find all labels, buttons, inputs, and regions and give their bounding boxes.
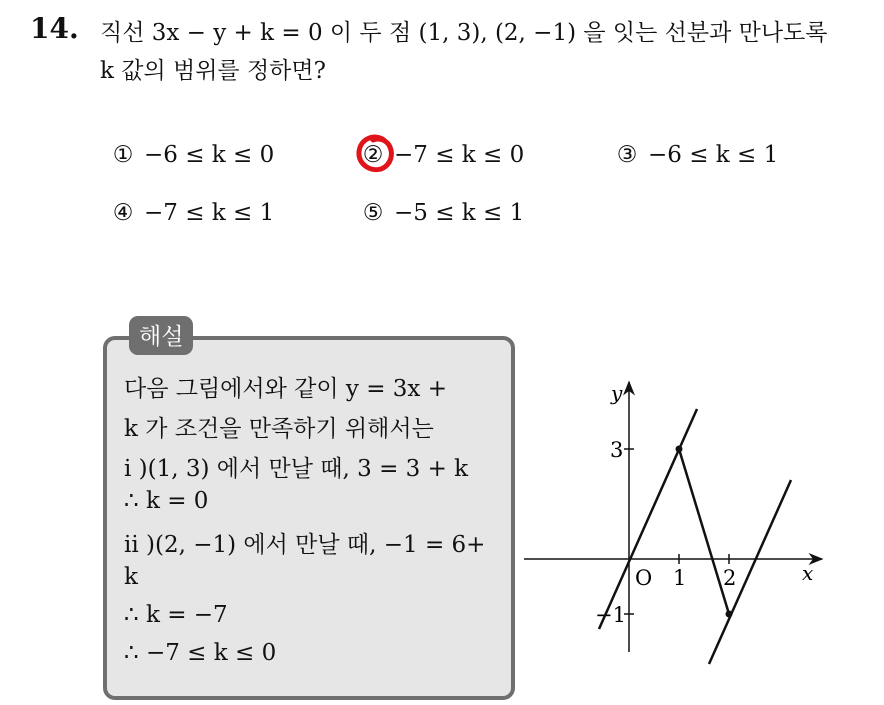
explanation-line: k [124,564,138,590]
explanation-line: k 가 조건을 만족하기 위해서는 [124,416,434,442]
choice-5[interactable] [362,200,524,226]
segment-ab [679,449,729,614]
explanation-line: 다음 그림에서와 같이 y = 3x + [124,376,447,402]
origin-label: O [635,566,653,590]
x-tick-label-1: 1 [673,566,687,590]
choice-text: −5 ≤ k ≤ 1 [394,200,525,226]
choice-number: ③ [616,142,638,168]
choice-1[interactable] [112,142,274,168]
choice-number: ② [362,142,384,168]
question-text-line1: 직선 3x − y + k = 0 이 두 점 (1, 3), (2, −1) 을 잇는 선분과 만나도록 [100,20,828,46]
explanation-line: ∴ k = −7 [124,602,228,628]
explanation-tag: 해설 [129,316,193,355]
explanation-line: ∴ k = 0 [124,488,209,514]
choice-number: ④ [112,200,134,226]
x-tick-label-2: 2 [723,566,737,590]
y-tick-label-minus1: −1 [595,603,626,627]
question-number: 14. [30,12,79,45]
choice-number: ⑤ [362,200,384,226]
line-kminus7 [709,480,791,664]
choice-3[interactable] [616,142,778,168]
y-tick-label-3: 3 [610,438,624,462]
choice-text: −6 ≤ k ≤ 1 [648,142,779,168]
point-1-3 [676,446,683,453]
choice-number: ① [112,142,134,168]
choice-text: −7 ≤ k ≤ 1 [144,200,275,226]
question-text-line2: k 값의 범위를 정하면? [100,58,326,84]
point-2-minus1 [726,611,733,618]
y-axis-label: y [611,381,623,405]
explanation-line: i )(1, 3) 에서 만날 때, 3 = 3 + k [124,456,469,482]
answer-mark-circle [354,134,396,174]
x-axis-label: x [802,561,814,585]
coordinate-graph [520,372,850,672]
choice-4[interactable] [112,200,274,226]
choice-text: −7 ≤ k ≤ 0 [394,142,525,168]
explanation-line: ii )(2, −1) 에서 만날 때, −1 = 6+ [124,532,486,558]
explanation-line: ∴ −7 ≤ k ≤ 0 [124,640,277,666]
choice-text: −6 ≤ k ≤ 0 [144,142,275,168]
